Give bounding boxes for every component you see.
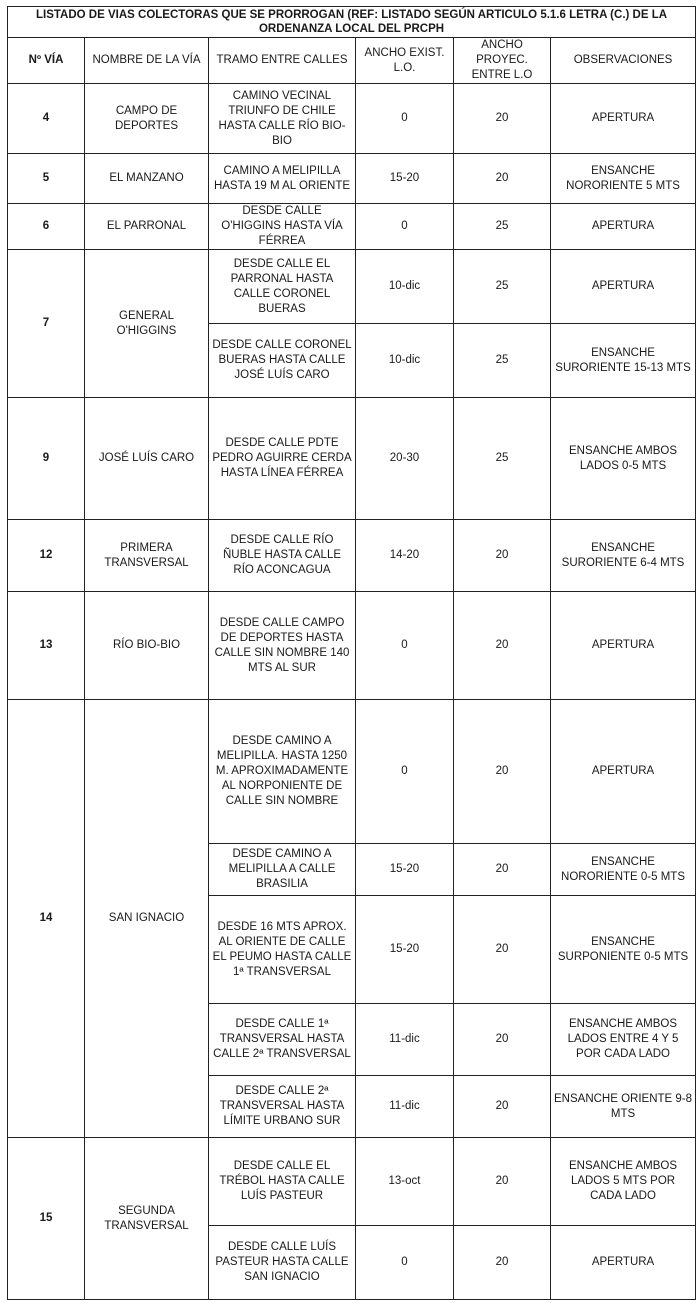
tramo-cell: CAMINO A MELIPILLA HASTA 19 M AL ORIENTE xyxy=(209,154,356,204)
tramo-cell: DESDE CAMINO A MELIPILLA A CALLE BRASILIA xyxy=(209,844,356,896)
header-tramo: TRAMO ENTRE CALLES xyxy=(209,38,356,84)
via-name: GENERAL O'HIGGINS xyxy=(85,250,209,398)
observaciones-cell: ENSANCHE SURORIENTE 15-13 MTS xyxy=(551,324,696,398)
ancho-exist-cell: 15-20 xyxy=(356,844,454,896)
via-number: 15 xyxy=(8,1138,85,1300)
via-name: RÍO BIO-BIO xyxy=(85,592,209,700)
via-number: 7 xyxy=(8,250,85,398)
ancho-exist-cell: 15-20 xyxy=(356,896,454,1004)
observaciones-cell: ENSANCHE ORIENTE 9-8 MTS xyxy=(551,1076,696,1138)
tramo-cell: DESDE CALLE 2ª TRANSVERSAL HASTA LÍMITE URBANO SUR xyxy=(209,1076,356,1138)
ancho-proyec-cell: 25 xyxy=(454,324,551,398)
via-number: 12 xyxy=(8,520,85,592)
tramo-cell: DESDE CALLE 1ª TRANSVERSAL HASTA CALLE 2ª TRANSVERSAL xyxy=(209,1004,356,1076)
table-row xyxy=(8,520,696,592)
tramo-cell: DESDE CALLE CAMPO DE DEPORTES HASTA CALLE SIN NOMBRE 140 MTS AL SUR xyxy=(209,592,356,700)
via-name: PRIMERA TRANSVERSAL xyxy=(85,520,209,592)
observaciones-cell: ENSANCHE SURORIENTE 6-4 MTS xyxy=(551,520,696,592)
ancho-proyec-cell: 20 xyxy=(454,700,551,844)
ancho-proyec-cell: 25 xyxy=(454,250,551,324)
table-row xyxy=(8,398,696,520)
ancho-exist-cell: 13-oct xyxy=(356,1138,454,1226)
tramo-cell: DESDE CALLE PDTE PEDRO AGUIRRE CERDA HASTA LÍNEA FÉRREA xyxy=(209,398,356,520)
ancho-exist-cell: 11-dic xyxy=(356,1076,454,1138)
ancho-exist-cell: 20-30 xyxy=(356,398,454,520)
table-row xyxy=(8,84,696,154)
ancho-exist-cell: 15-20 xyxy=(356,154,454,204)
tramo-cell: DESDE CALLE EL TRÉBOL HASTA CALLE LUÍS PASTEUR xyxy=(209,1138,356,1226)
via-number: 13 xyxy=(8,592,85,700)
table-row xyxy=(8,1138,696,1226)
tramo-cell: CAMINO VECINAL TRIUNFO DE CHILE HASTA CALLE RÍO BIO-BIO xyxy=(209,84,356,154)
observaciones-cell: APERTURA xyxy=(551,84,696,154)
table-row xyxy=(8,592,696,700)
ancho-proyec-cell: 20 xyxy=(454,844,551,896)
vias-colectoras-table xyxy=(7,6,696,1300)
ancho-exist-cell: 10-dic xyxy=(356,250,454,324)
via-number: 4 xyxy=(8,84,85,154)
observaciones-cell: ENSANCHE AMBOS LADOS 5 MTS POR CADA LADO xyxy=(551,1138,696,1226)
observaciones-cell: ENSANCHE NORORIENTE 0-5 MTS xyxy=(551,844,696,896)
ancho-proyec-cell: 20 xyxy=(454,84,551,154)
via-name: EL PARRONAL xyxy=(85,204,209,250)
ancho-proyec-cell: 25 xyxy=(454,398,551,520)
ancho-proyec-cell: 20 xyxy=(454,592,551,700)
ancho-proyec-cell: 20 xyxy=(454,1004,551,1076)
via-name: JOSÉ LUÍS CARO xyxy=(85,398,209,520)
observaciones-cell: APERTURA xyxy=(551,592,696,700)
via-number: 14 xyxy=(8,700,85,1138)
via-name: EL MANZANO xyxy=(85,154,209,204)
table-row xyxy=(8,700,696,844)
ancho-exist-cell: 14-20 xyxy=(356,520,454,592)
ancho-exist-cell: 0 xyxy=(356,204,454,250)
via-number: 5 xyxy=(8,154,85,204)
ancho-proyec-cell: 20 xyxy=(454,1076,551,1138)
ancho-exist-cell: 11-dic xyxy=(356,1004,454,1076)
tramo-cell: DESDE CALLE LUÍS PASTEUR HASTA CALLE SAN IGNACIO xyxy=(209,1226,356,1300)
ancho-proyec-cell: 20 xyxy=(454,520,551,592)
ancho-exist-cell: 10-dic xyxy=(356,324,454,398)
table-row xyxy=(8,204,696,250)
ancho-proyec-cell: 20 xyxy=(454,1226,551,1300)
ancho-proyec-cell: 20 xyxy=(454,896,551,1004)
via-name: CAMPO DE DEPORTES xyxy=(85,84,209,154)
document-page xyxy=(7,6,695,1300)
via-number: 6 xyxy=(8,204,85,250)
tramo-cell: DESDE CAMINO A MELIPILLA. HASTA 1250 M. APROXIMADAMENTE AL NORPONIENTE DE CALLE SIN NOMBRE xyxy=(209,700,356,844)
header-nombre-via: NOMBRE DE LA VÍA xyxy=(85,38,209,84)
header-ancho-exist: ANCHO EXIST. L.O. xyxy=(356,38,454,84)
observaciones-cell: APERTURA xyxy=(551,1226,696,1300)
via-name: SAN IGNACIO xyxy=(85,700,209,1138)
table-body xyxy=(8,84,696,1300)
observaciones-cell: APERTURA xyxy=(551,700,696,844)
tramo-cell: DESDE CALLE RÍO ÑUBLE HASTA CALLE RÍO ACONCAGUA xyxy=(209,520,356,592)
header-ancho-proyec: ANCHO PROYEC. ENTRE L.O xyxy=(454,38,551,84)
tramo-cell: DESDE CALLE O'HIGGINS HASTA VÍA FÉRREA xyxy=(209,204,356,250)
ancho-exist-cell: 0 xyxy=(356,84,454,154)
observaciones-cell: ENSANCHE NORORIENTE 5 MTS xyxy=(551,154,696,204)
observaciones-cell: ENSANCHE AMBOS LADOS 0-5 MTS xyxy=(551,398,696,520)
via-number: 9 xyxy=(8,398,85,520)
tramo-cell: DESDE CALLE CORONEL BUERAS HASTA CALLE JOSÉ LUÍS CARO xyxy=(209,324,356,398)
observaciones-cell: ENSANCHE AMBOS LADOS ENTRE 4 Y 5 POR CADA LADO xyxy=(551,1004,696,1076)
ancho-proyec-cell: 20 xyxy=(454,154,551,204)
observaciones-cell: ENSANCHE SURPONIENTE 0-5 MTS xyxy=(551,896,696,1004)
table-row xyxy=(8,154,696,204)
ancho-exist-cell: 0 xyxy=(356,1226,454,1300)
observaciones-cell: APERTURA xyxy=(551,204,696,250)
tramo-cell: DESDE 16 MTS APROX. AL ORIENTE DE CALLE EL PEUMO HASTA CALLE 1ª TRANSVERSAL xyxy=(209,896,356,1004)
header-observaciones: OBSERVACIONES xyxy=(551,38,696,84)
table-title: LISTADO DE VIAS COLECTORAS QUE SE PRORROGAN (REF: LISTADO SEGÚN ARTICULO 5.1.6 LETRA (C.) DE LA ORDENANZA LOCAL DEL PRCPH xyxy=(8,7,696,38)
ancho-proyec-cell: 25 xyxy=(454,204,551,250)
table-row xyxy=(8,250,696,324)
ancho-exist-cell: 0 xyxy=(356,700,454,844)
ancho-exist-cell: 0 xyxy=(356,592,454,700)
header-num-via: Nº VÍA xyxy=(8,38,85,84)
ancho-proyec-cell: 20 xyxy=(454,1138,551,1226)
observaciones-cell: APERTURA xyxy=(551,250,696,324)
tramo-cell: DESDE CALLE EL PARRONAL HASTA CALLE CORONEL BUERAS xyxy=(209,250,356,324)
via-name: SEGUNDA TRANSVERSAL xyxy=(85,1138,209,1300)
